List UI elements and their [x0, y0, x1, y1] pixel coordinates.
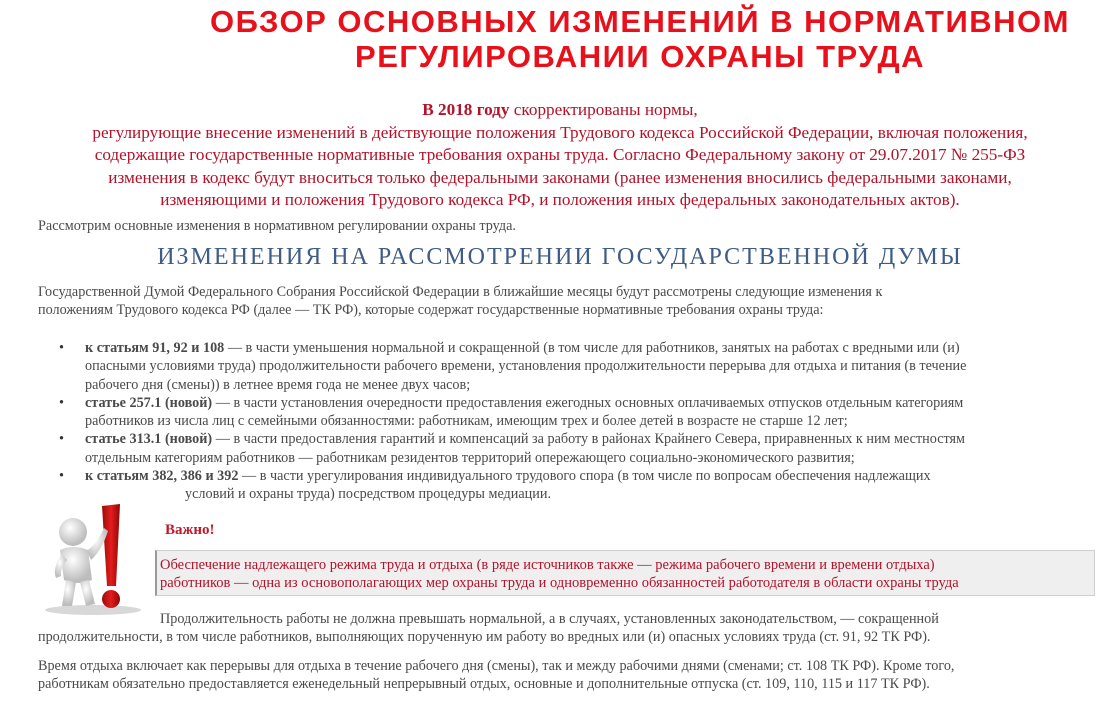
list-item-text: опасными условиями труда) продолжительности рабочего времени, установления продолжительности перерыва для отдыха и питания (в течение	[85, 358, 967, 375]
important-label: Важно!	[165, 522, 215, 538]
intro-line-4: изменения в кодекс будут вноситься только федеральными законами (ранее изменения вносились федеральными законами,	[108, 167, 1012, 187]
duration-paragraph	[38, 610, 1098, 646]
callout-line-2: работников — одна из основополагающих мер охраны труда и одновременно обязанностей работодателя в области охраны труда	[160, 575, 959, 591]
duma-line-2: положениям Трудового кодекса РФ (далее — ТК РФ), которые содержат государственные нормативные требования охраны труда:	[38, 302, 824, 318]
page-title-line-1: ОБЗОР ОСНОВНЫХ ИЗМЕНЕНИЙ В НОРМАТИВНОМ	[209, 4, 1070, 39]
list-item	[59, 430, 1085, 467]
intro-line-3: содержащие государственные нормативные требования охраны труда. Согласно Федеральному закону от 29.07.2017 № 255-ФЗ	[94, 145, 1026, 164]
duration-line-1: Продолжительность работы не должна превышать нормальной, а в случаях, установленных законодательством, — сокращенной	[160, 611, 939, 627]
intro-line-5: изменяющими и положения Трудового кодекса РФ, и положения иных федеральных законодательных актов).	[160, 190, 960, 209]
important-callout	[155, 550, 1095, 596]
amendments-list	[59, 339, 1085, 504]
list-item-text: работников из числа лиц с семейными обязанностями: работникам, имеющим трех и более детей в возрасте не старше 12 лет;	[85, 413, 848, 430]
bullet-dot-icon: •	[59, 431, 64, 448]
rest-line-2: работникам обязательно предоставляется еженедельный непрерывный отдых, основные и дополнительные отпуска (ст. 109, 110, 115 и 117 ТК РФ).	[38, 676, 930, 692]
rest-line-1: Время отдыха включает как перерывы для отдыха в течение рабочего дня (смены), так и между рабочими днями (сменами; ст. 108 ТК РФ). Кроме того,	[38, 658, 955, 674]
page-title-line-2: РЕГУЛИРОВАНИИ ОХРАНЫ ТРУДА	[355, 39, 925, 74]
list-item-lead: статье 313.1 (новой)	[85, 431, 213, 448]
list-item-text: — в части предоставления гарантий и компенсаций за работу в районах Крайнего Севера, приравненных к ним местностям	[212, 431, 966, 448]
duma-paragraph	[38, 283, 1098, 319]
person-with-exclamation-icon	[38, 498, 148, 616]
intro-year-bold: В 2018 году	[422, 100, 510, 119]
list-item	[59, 394, 1085, 431]
list-item-text: отдельным категориям работников — работникам резидентов территорий опережающего социально-экономического развития;	[85, 449, 855, 466]
duration-line-2: продолжительности, в том числе работников, выполняющих порученную им работу во вредных или (и) опасных условиях труда (ст. 91, 92 ТК РФ).	[38, 629, 931, 645]
list-item-text: условий и охраны труда) посредством процедуры медиации.	[185, 486, 551, 503]
list-item-text: — в части установления очередности предоставления ежегодных основных оплачиваемых отпусков отдельным категориям	[212, 394, 964, 411]
consider-paragraph: Рассмотрим основные изменения в нормативном регулировании охраны труда.	[38, 218, 516, 234]
list-item-lead: к статьям 382, 386 и 392	[85, 468, 239, 485]
list-item-text: рабочего дня (смены)) в летнее время года не менее двух часов;	[85, 376, 471, 393]
callout-line-1: Обеспечение надлежащего режима труда и отдыха (в ряде источников также — режима рабочего времени и времени отдыха)	[160, 557, 935, 573]
list-item-lead: к статьям 91, 92 и 108	[85, 340, 225, 356]
duma-line-1: Государственной Думой Федерального Собрания Российской Федерации в ближайшие месяцы будут рассмотрены следующие изменения к	[38, 284, 883, 300]
intro-line-2: регулирующие внесение изменений в действующие положения Трудового кодекса Российской Федерации, включая положения,	[92, 122, 1028, 142]
list-item-lead: статье 257.1 (новой)	[85, 394, 213, 411]
intro-line-1	[30, 99, 1090, 122]
bullet-dot-icon: •	[59, 340, 64, 356]
intro-line-1-rest: скорректированы нормы,	[509, 100, 698, 119]
list-item	[59, 339, 1085, 394]
list-item-text: — в части уменьшения нормальной и сокращенной (в том числе для работников, занятых на работах с вредными или (и)	[224, 340, 960, 356]
bullet-dot-icon: •	[59, 468, 64, 485]
bullet-dot-icon: •	[59, 394, 64, 411]
page-title	[160, 4, 1120, 74]
rest-time-paragraph	[38, 657, 1098, 693]
section-heading: ИЗМЕНЕНИЯ НА РАССМОТРЕНИИ ГОСУДАРСТВЕННОЙ ДУМЫ	[157, 244, 963, 270]
list-item-text: — в части урегулирования индивидуального трудового спора (в том числе по вопросам обеспечения надлежащих	[238, 468, 931, 485]
list-item	[59, 467, 1085, 504]
intro-paragraph	[30, 99, 1090, 212]
